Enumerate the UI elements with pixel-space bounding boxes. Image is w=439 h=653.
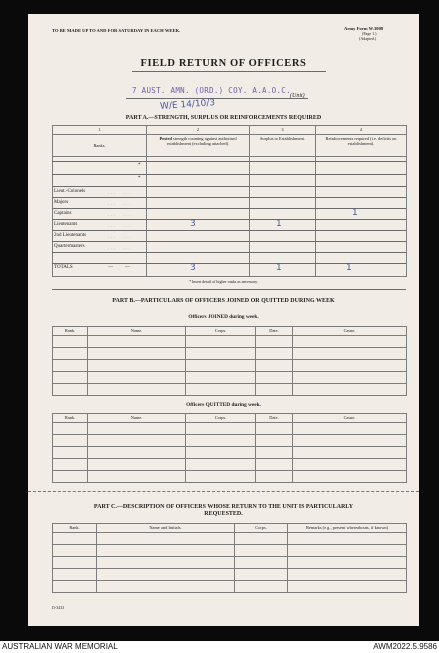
quitted-col-name: Name. bbox=[88, 414, 186, 423]
posted-bold: Posted bbox=[159, 136, 172, 141]
archive-footer bbox=[0, 641, 439, 653]
joined-col-cause: Cause. bbox=[293, 327, 407, 336]
rank-lieut-colonels: Lieut.-Colonels bbox=[54, 189, 86, 194]
form-page: (Page 1.) bbox=[362, 31, 377, 36]
footer-accession: AWM2022.5.9586 bbox=[373, 642, 437, 651]
quitted-title: Officers QUITTED during week. bbox=[186, 402, 261, 408]
joined-col-corps: Corps. bbox=[186, 327, 256, 336]
col-reinf-header: Reinforcements required (i.e. deficits on establishment). bbox=[316, 135, 407, 157]
part-c-col-remarks: Remarks (e.g., present whereabouts, if known) bbox=[288, 524, 407, 533]
col-surplus-header: Surplus to Establishment. bbox=[250, 135, 316, 157]
col-number: 1 bbox=[53, 126, 147, 135]
part-c-col-rank: Rank. bbox=[53, 524, 97, 533]
joined-table bbox=[52, 326, 407, 396]
rank-lieutenants: Lieutenants bbox=[54, 222, 78, 227]
lieutenants-surplus-value: 1 bbox=[276, 219, 282, 229]
totals-reinforcements-value: 1 bbox=[346, 263, 352, 273]
week-ending-handwriting: W/E 14/10/3 bbox=[159, 98, 216, 112]
rank-captains: Captains bbox=[54, 211, 72, 216]
rank-totals: TOTALS bbox=[54, 265, 73, 270]
col-number: 3 bbox=[250, 126, 316, 135]
totals-dash: — bbox=[108, 265, 113, 270]
posted-rest: strength counting against authorised establishment (excluding attached). bbox=[166, 136, 237, 146]
joined-col-name: Name. bbox=[88, 327, 186, 336]
quitted-col-date: Date. bbox=[256, 414, 293, 423]
form-number: Army Form W.3008 bbox=[344, 26, 384, 31]
star-marker: * bbox=[138, 176, 141, 181]
captains-reinforcements-value: 1 bbox=[352, 208, 358, 218]
form-code: D-3433 bbox=[52, 605, 65, 610]
part-a-table bbox=[52, 125, 407, 277]
header-note: TO BE MADE UP TO AND FOR SATURDAY IN EACH WEEK. bbox=[52, 28, 181, 33]
unit-stamp: 7 AUST. AMN. (ORD.) COY. A.A.O.C. bbox=[132, 86, 291, 95]
quitted-col-rank: Rank. bbox=[53, 414, 88, 423]
part-c-col-name: Name and Initials. bbox=[97, 524, 235, 533]
col-number: 4 bbox=[316, 126, 407, 135]
part-b-heading: PART B.—PARTICULARS OF OFFICERS JOINED OR QUITTED DURING WEEK bbox=[112, 298, 335, 304]
rank-2nd-lieutenants: 2nd Lieutenants bbox=[54, 233, 87, 238]
lieutenants-posted-value: 3 bbox=[190, 219, 196, 229]
col-number: 2 bbox=[147, 126, 250, 135]
part-a-heading: PART A.—STRENGTH, SURPLUS OR REINFORCEMENTS REQUIRED bbox=[125, 115, 322, 121]
perforation-line bbox=[28, 491, 419, 492]
totals-surplus-value: 1 bbox=[276, 263, 282, 273]
col-posted-header bbox=[147, 135, 250, 157]
unit-line bbox=[126, 98, 308, 99]
joined-col-rank: Rank. bbox=[53, 327, 88, 336]
title-underline bbox=[132, 71, 326, 72]
footer-institution: AUSTRALIAN WAR MEMORIAL bbox=[2, 642, 118, 651]
totals-posted-value: 3 bbox=[190, 263, 196, 273]
part-c-col-corps: Corps. bbox=[235, 524, 288, 533]
form-adapted: (Adapted.) bbox=[359, 36, 377, 41]
part-c-heading: PART C.—DESCRIPTION OF OFFICERS WHOSE RETURN TO THE UNIT IS PARTICULARLY bbox=[93, 504, 354, 510]
page-title: FIELD RETURN OF OFFICERS bbox=[140, 58, 307, 69]
col-ranks-header: Ranks. bbox=[53, 135, 147, 157]
star-marker: * bbox=[138, 163, 141, 168]
part-c-heading-continued: REQUESTED. bbox=[204, 511, 243, 517]
joined-title: Officers JOINED during week. bbox=[188, 314, 259, 320]
totals-dash: — bbox=[125, 265, 130, 270]
form-sheet: TO BE MADE UP TO AND FOR SATURDAY IN EACH WEEK. Army Form W.3008 (Page 1.) (Adapted.) FIELD RETURN OF OFFICERS 7 AUST. AMN. (ORD.) COY. A.A.O.C. (Unit) W/E 14/10/3 PART A.—STRENGTH, SURPLUS OR REINFORCEMENTS REQUIRED 1 2 3 4 Ranks. Posted strength counting against authorised establishment (excluding attached). Surplus to Establishment. Reinforcements required (i.e. deficits on establishment). * * Lieut.-Colonels Majors Captains Lieutenants 2nd Lieutenants Quartermasters TOTALS ... ... ... ... ... ... ... ... ... ... ... ... — — 1 3 1 3 1 1 * Insert detail of higher ranks as necessary. PART B.—PARTICULARS OF OFFICERS JOINED OR QUITTED DURING WEEK Officers JOINED during week. Rank. Name. Corps. Date. Cause. Officers QUITTED during week. Rank. Name. Corps. Date. Cause. PART C.—DESCRIPTION OF OFFICERS WHOSE RETURN TO THE UNIT IS PARTICULARLY REQUESTED. Rank. Name and Initials. Corps. Remarks (e.g., present whereabouts, if known) D-3433 bbox=[28, 14, 419, 626]
part-a-footnote: * Insert detail of higher ranks as necessary. bbox=[189, 279, 258, 284]
part-c-table bbox=[52, 523, 407, 593]
rank-quartermasters: Quartermasters bbox=[54, 244, 85, 249]
rank-majors: Majors bbox=[54, 200, 69, 205]
quitted-table bbox=[52, 413, 407, 483]
unit-label: (Unit) bbox=[290, 93, 305, 99]
joined-col-date: Date. bbox=[256, 327, 293, 336]
quitted-col-cause: Cause. bbox=[293, 414, 407, 423]
quitted-col-corps: Corps. bbox=[186, 414, 256, 423]
